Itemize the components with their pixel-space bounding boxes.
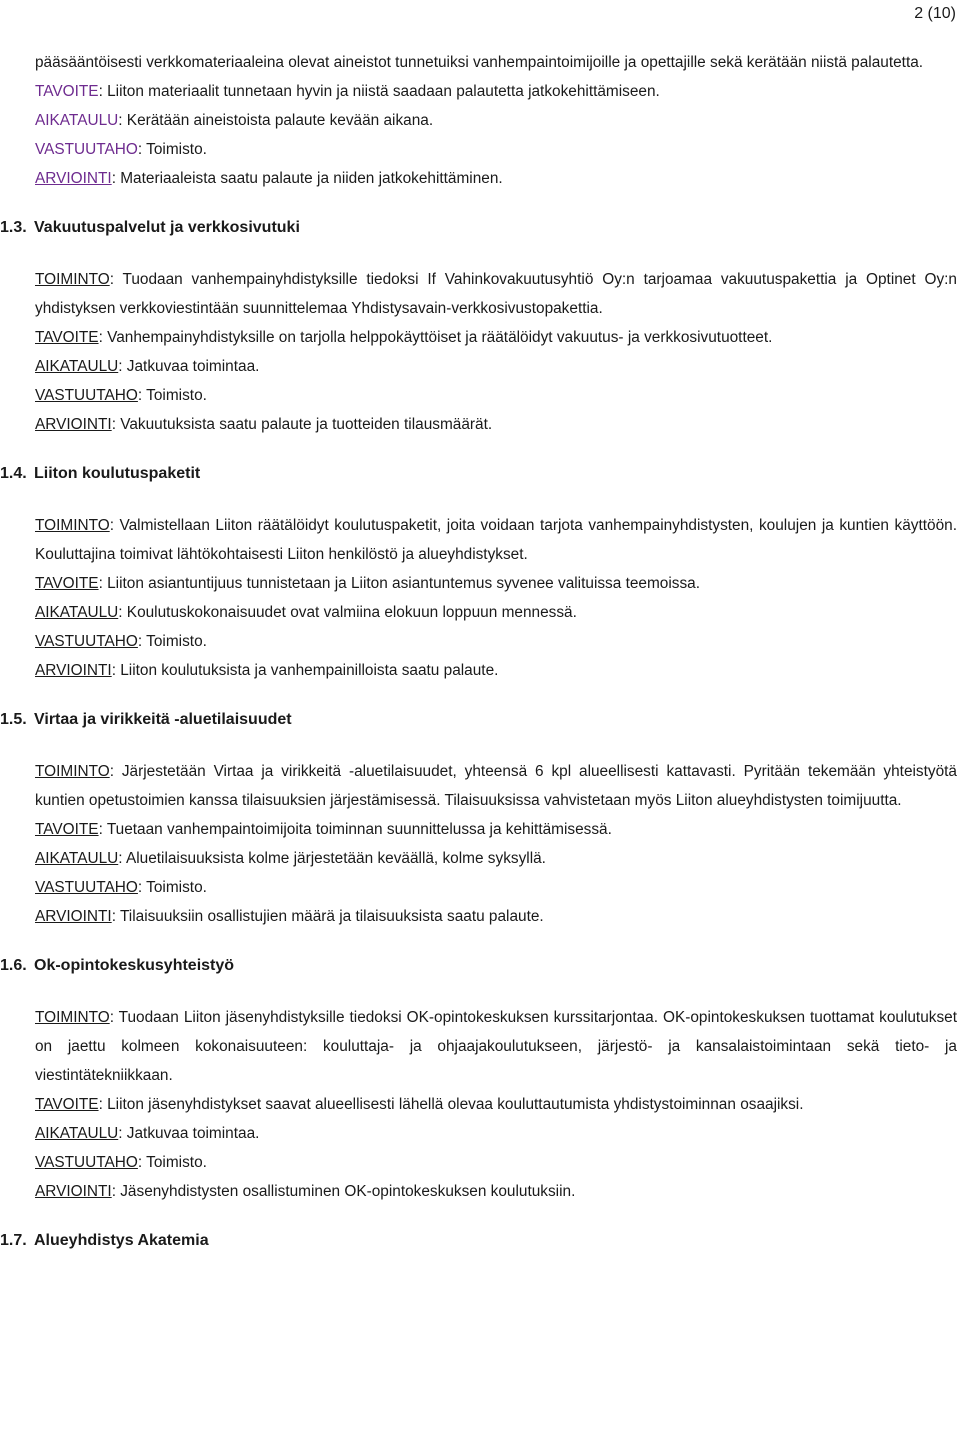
- tavoite-row: [35, 815, 957, 844]
- tavoite-text: : Tuetaan vanhempaintoimijoita toiminnan suunnittelussa ja kehittämisessä.: [98, 821, 612, 838]
- section-title: Virtaa ja virikkeitä -aluetilaisuudet: [34, 711, 292, 728]
- aikataulu-row: [35, 598, 957, 627]
- aikataulu-label: AIKATAULU: [35, 358, 119, 375]
- section-title: Alueyhdistys Akatemia: [34, 1232, 209, 1249]
- aikataulu-row: [35, 1119, 957, 1148]
- toiminto-row: [35, 265, 957, 323]
- vastuutaho-label: VASTUUTAHO: [35, 1154, 138, 1171]
- tavoite-text: : Vanhempainyhdistyksille on tarjolla helppokäyttöiset ja räätälöidyt vakuutus- ja verkkosivutuotteet.: [98, 329, 773, 346]
- vastuutaho-row: [35, 381, 957, 410]
- aikataulu-row: [35, 844, 957, 873]
- intro-continuation: pääsääntöisesti verkkomateriaaleina olevat aineistot tunnetuiksi vanhempaintoimijoille ja opettajille sekä kerätään niistä palautetta.: [35, 54, 924, 71]
- aikataulu-text: : Koulutuskokonaisuudet ovat valmiina elokuun loppuun mennessä.: [118, 604, 577, 621]
- arviointi-row: [35, 1177, 957, 1206]
- aikataulu-text: : Kerätään aineistoista palaute kevään aikana.: [118, 112, 434, 129]
- tavoite-row: [35, 569, 957, 598]
- aikataulu-label: AIKATAULU: [35, 112, 119, 129]
- arviointi-row: [35, 410, 957, 439]
- intro-vastuutaho: [35, 135, 957, 164]
- section-number: 1.4.: [0, 465, 27, 482]
- toiminto-label: TOIMINTO: [35, 1009, 110, 1026]
- toiminto-label: TOIMINTO: [35, 271, 110, 288]
- vastuutaho-row: [35, 873, 957, 902]
- tavoite-label: TAVOITE: [35, 83, 99, 100]
- tavoite-text: : Liiton asiantuntijuus tunnistetaan ja Liiton asiantuntemus syvenee valituissa teemoissa.: [98, 575, 701, 592]
- arviointi-text: : Liiton koulutuksista ja vanhempainilloista saatu palaute.: [111, 662, 499, 679]
- vastuutaho-text: : Toimisto.: [137, 1154, 207, 1171]
- tavoite-text: : Liiton materiaalit tunnetaan hyvin ja niistä saadaan palautetta jatkokehittämiseen.: [98, 83, 660, 100]
- arviointi-text: : Materiaaleista saatu palaute ja niiden jatkokehittäminen.: [111, 170, 503, 187]
- aikataulu-label: AIKATAULU: [35, 1125, 119, 1142]
- section-1-5: [0, 707, 957, 931]
- tavoite-row: [35, 1090, 957, 1119]
- section-1-6: [0, 953, 957, 1206]
- arviointi-label: ARVIOINTI: [35, 170, 112, 187]
- document-body: [0, 48, 957, 1278]
- section-title: Vakuutuspalvelut ja verkkosivutuki: [34, 219, 300, 236]
- toiminto-text: : Tuodaan vanhempainyhdistyksille tiedoksi If Vahinkovakuutusyhtiö Oy:n tarjoamaa vakuutuspakettia ja Optinet Oy:n yhdistyksen verkkoviestintään suunnittelemaa Yhdistysavain-verkkosivustopakettia.: [35, 271, 957, 317]
- vastuutaho-label: VASTUUTAHO: [35, 387, 138, 404]
- tavoite-row: [35, 323, 957, 352]
- tavoite-label: TAVOITE: [35, 821, 99, 838]
- section-number: 1.6.: [0, 957, 27, 974]
- toiminto-text: : Tuodaan Liiton jäsenyhdistyksille tiedoksi OK-opintokeskuksen kurssitarjontaa. OK-opintokeskuksen tuottamat koulutukset on jaettu kolmeen kokonaisuuteen: kouluttaja- ja ohjaajakoulutukseen, järjestö- ja kansalaistoimintaan sekä tieto- ja viestintätekniikkaan.: [35, 1009, 957, 1084]
- vastuutaho-row: [35, 627, 957, 656]
- section-number: 1.5.: [0, 711, 27, 728]
- page-number: 2 (10): [914, 5, 956, 22]
- arviointi-text: : Tilaisuuksiin osallistujien määrä ja tilaisuuksista saatu palaute.: [111, 908, 544, 925]
- toiminto-row: [35, 757, 957, 815]
- toiminto-text: : Järjestetään Virtaa ja virikkeitä -aluetilaisuudet, yhteensä 6 kpl alueellisesti kattavasti. Pyritään tekemään yhteistyötä kuntien opetustoimien kanssa tilaisuuksien järjestämisessä. Tilaisuuksissa vahvistetaan myös Liiton alueyhdistysten toimijuutta.: [35, 763, 957, 809]
- vastuutaho-label: VASTUUTAHO: [35, 141, 138, 158]
- arviointi-label: ARVIOINTI: [35, 908, 112, 925]
- section-title: Ok-opintokeskusyhteistyö: [34, 957, 235, 974]
- tavoite-label: TAVOITE: [35, 329, 99, 346]
- arviointi-row: [35, 902, 957, 931]
- aikataulu-text: : Aluetilaisuuksista kolme järjestetään keväällä, kolme syksyllä.: [118, 850, 546, 867]
- vastuutaho-text: : Toimisto.: [137, 633, 207, 650]
- section-heading: [0, 461, 922, 487]
- arviointi-text: : Vakuutuksista saatu palaute ja tuotteiden tilausmäärät.: [111, 416, 493, 433]
- section-number: 1.3.: [0, 219, 27, 236]
- vastuutaho-label: VASTUUTAHO: [35, 633, 138, 650]
- intro-arviointi: [35, 164, 957, 193]
- intro-block: [35, 48, 957, 193]
- arviointi-label: ARVIOINTI: [35, 1183, 112, 1200]
- arviointi-row: [35, 656, 957, 685]
- aikataulu-row: [35, 352, 957, 381]
- section-heading: [0, 1228, 922, 1254]
- intro-tavoite: [35, 77, 957, 106]
- vastuutaho-text: : Toimisto.: [137, 879, 207, 896]
- vastuutaho-text: : Toimisto.: [137, 387, 207, 404]
- aikataulu-label: AIKATAULU: [35, 850, 119, 867]
- arviointi-label: ARVIOINTI: [35, 416, 112, 433]
- toiminto-text: : Valmistellaan Liiton räätälöidyt koulutuspaketit, joita voidaan tarjota vanhempainyhdistysten, koulujen ja kuntien käyttöön. Kouluttajina toimivat lähtökohtaisesti Liiton henkilöstö ja alueyhdistykset.: [35, 517, 957, 563]
- toiminto-label: TOIMINTO: [35, 763, 110, 780]
- tavoite-label: TAVOITE: [35, 575, 99, 592]
- vastuutaho-label: VASTUUTAHO: [35, 879, 138, 896]
- aikataulu-text: : Jatkuvaa toimintaa.: [118, 1125, 260, 1142]
- intro-aikataulu: [35, 106, 957, 135]
- section-1-7: [0, 1228, 957, 1254]
- vastuutaho-row: [35, 1148, 957, 1177]
- section-heading: [0, 215, 922, 241]
- arviointi-label: ARVIOINTI: [35, 662, 112, 679]
- vastuutaho-text: : Toimisto.: [137, 141, 207, 158]
- section-title: Liiton koulutuspaketit: [34, 465, 201, 482]
- section-heading: [0, 707, 922, 733]
- tavoite-text: : Liiton jäsenyhdistykset saavat alueellisesti lähellä olevaa kouluttautumista yhdistystoiminnan osaajiksi.: [98, 1096, 804, 1113]
- tavoite-label: TAVOITE: [35, 1096, 99, 1113]
- toiminto-label: TOIMINTO: [35, 517, 110, 534]
- section-heading: [0, 953, 922, 979]
- toiminto-row: [35, 1003, 957, 1090]
- toiminto-row: [35, 511, 957, 569]
- section-number: 1.7.: [0, 1232, 27, 1249]
- aikataulu-text: : Jatkuvaa toimintaa.: [118, 358, 260, 375]
- aikataulu-label: AIKATAULU: [35, 604, 119, 621]
- section-1-4: [0, 461, 957, 685]
- arviointi-text: : Jäsenyhdistysten osallistuminen OK-opintokeskuksen koulutuksiin.: [111, 1183, 576, 1200]
- section-1-3: [0, 215, 957, 439]
